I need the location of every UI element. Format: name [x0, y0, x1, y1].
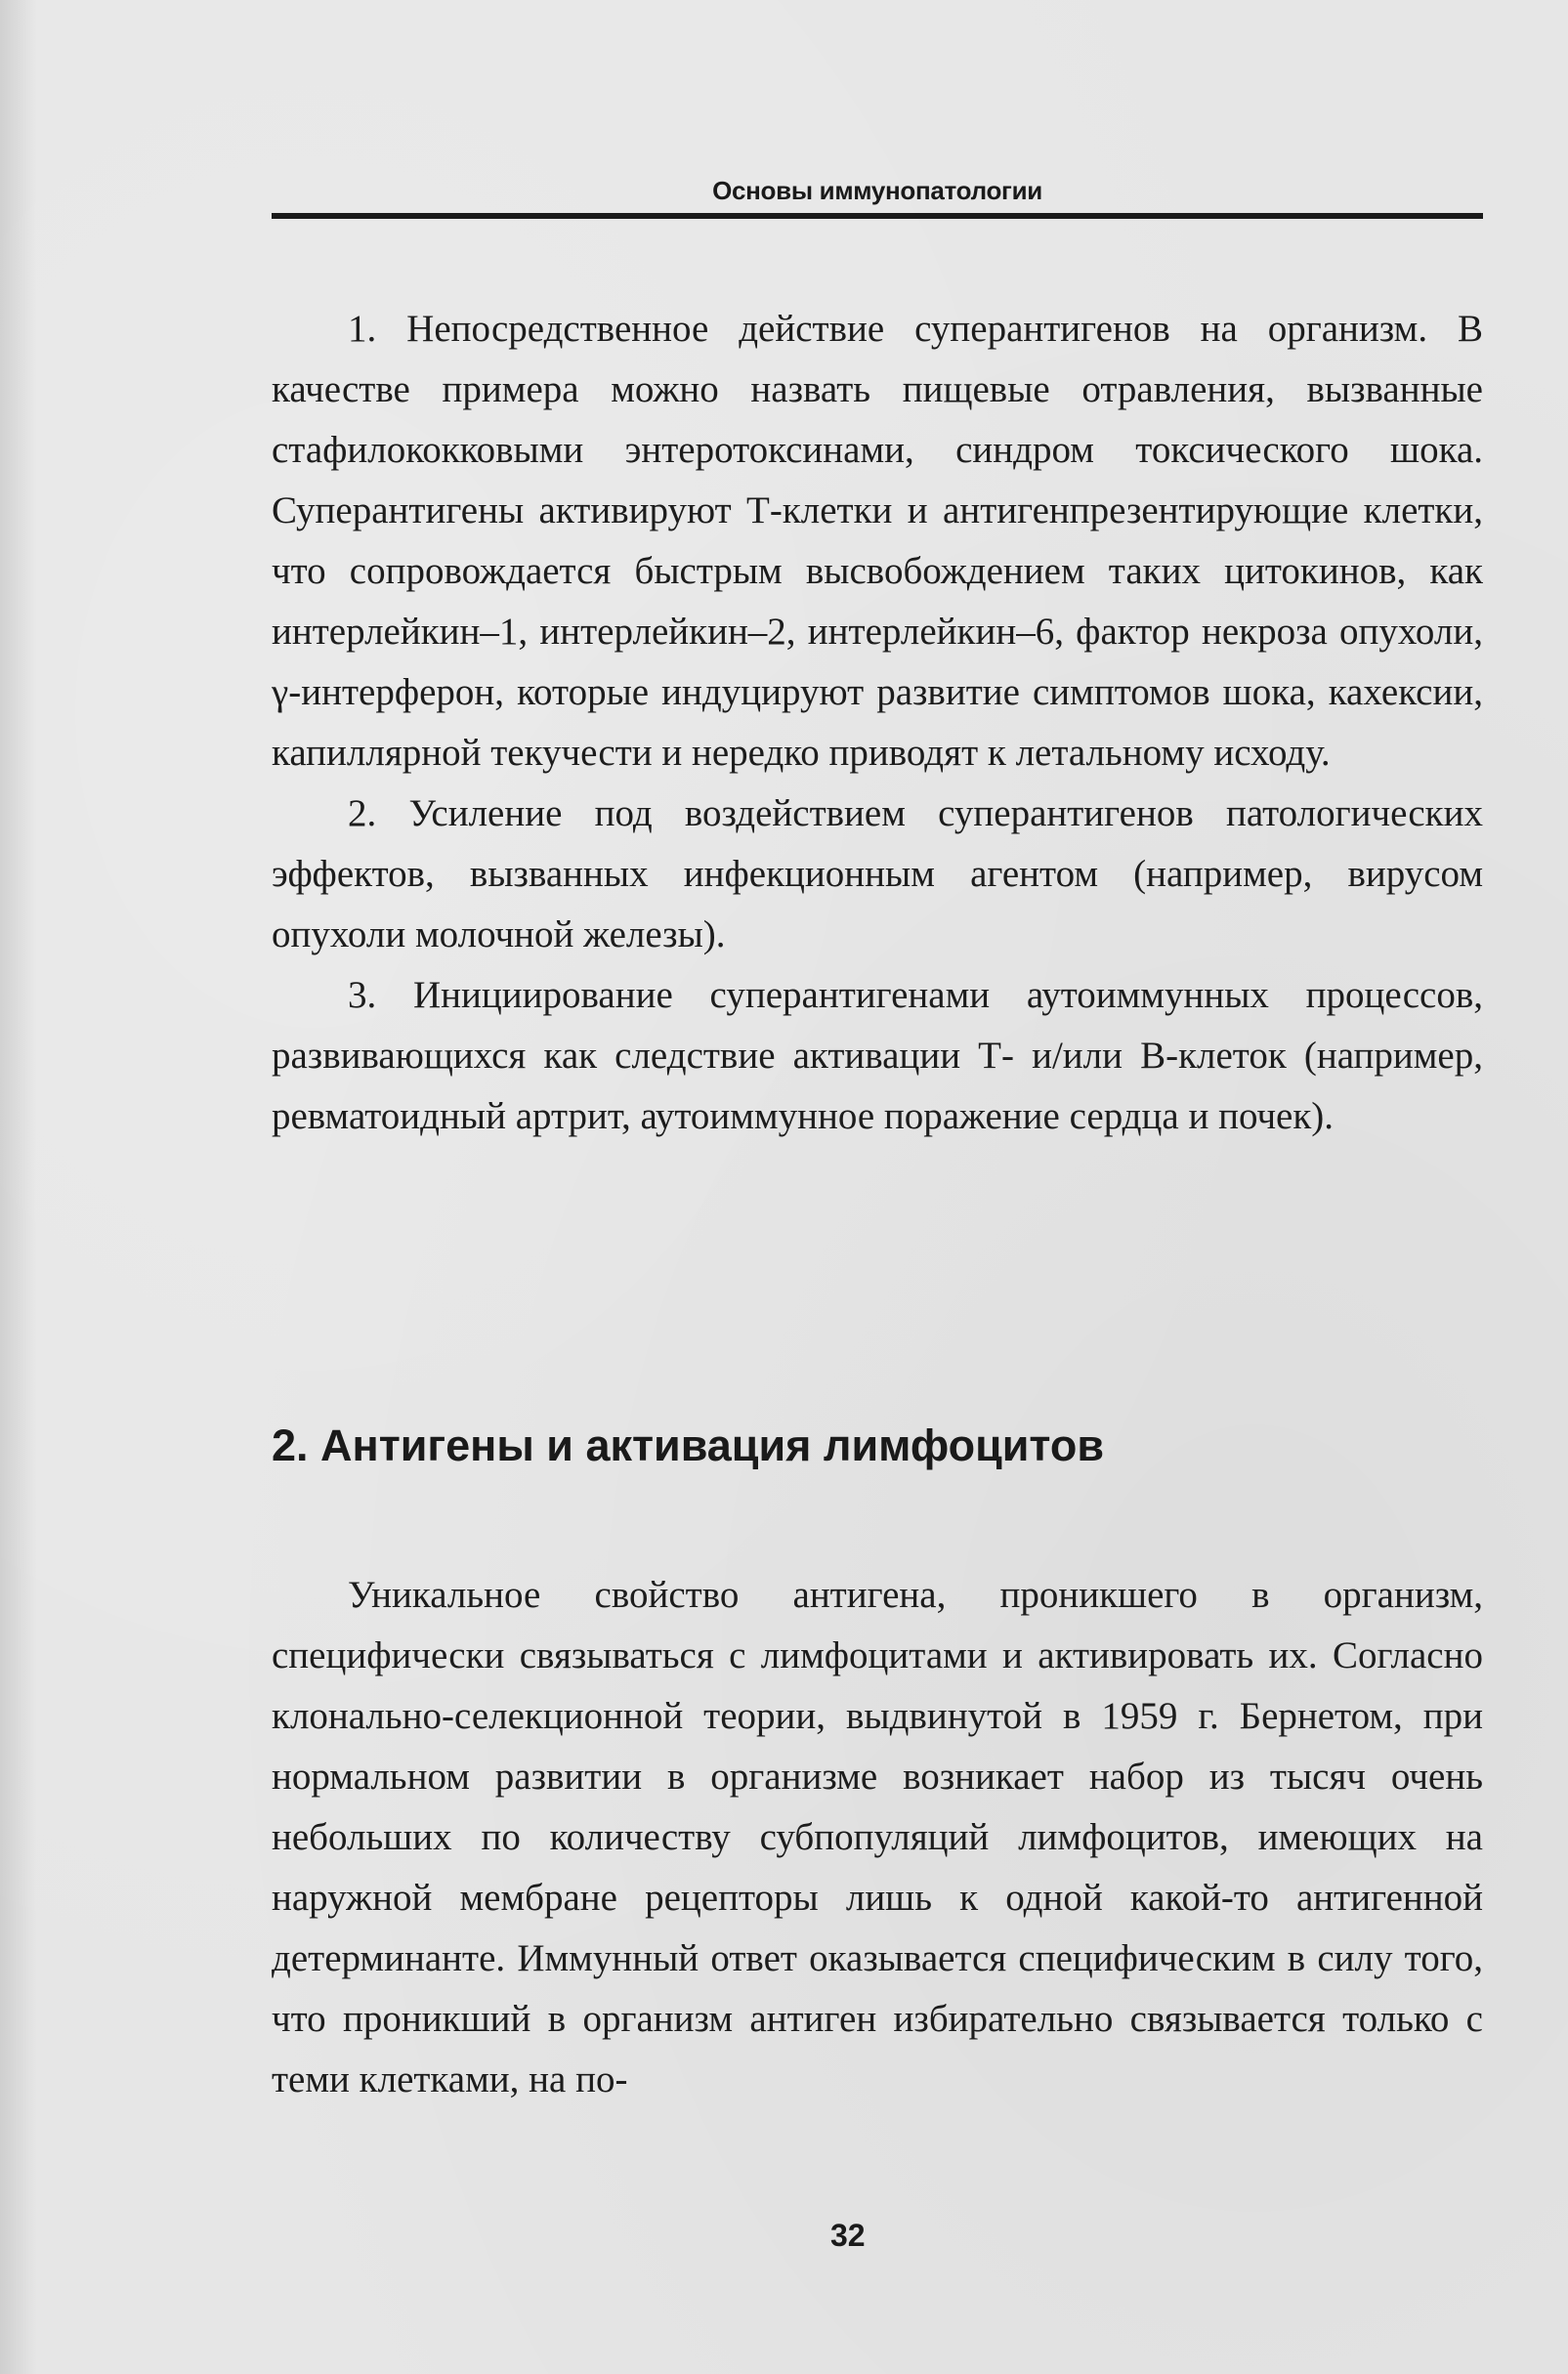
- section-heading: 2. Антигены и активация лимфоцитов: [272, 1420, 1105, 1470]
- paragraph: 1. Непосредственное действие суперантигенов на организм. В качестве примера можно назвать пищевые отравления, вызванные стафилококковыми энтеротоксинами, синдром токсического шока. Суперантигены активируют Т-клетки и антигенпрезентирующие клетки, что сопровождается быстрым высвобождением таких цитокинов, как интерлейкин–1, интерлейкин–2, интерлейкин–6, фактор некроза опухоли, γ-интерферон, которые индуцируют развитие симптомов шока, кахексии, капиллярной текучести и нередко приводят к летальному исходу.: [272, 308, 1483, 774]
- paragraph: Уникальное свойство антигена, проникшего в организм, специфически связываться с лимфоцитами и активировать их. Согласно клонально-селекционной теории, выдвинутой в 1959 г. Бернетом, при нормальном развитии в организме возникает набор из тысяч очень небольших по количеству субпопуляций лимфоцитов, имеющих на наружной мембране рецепторы лишь к одной какой-то антигенной детерминанте. Иммунный ответ оказывается специфическим в силу того, что проникший в организм антиген избирательно связывается только с теми клетками, на по-: [272, 1574, 1483, 2100]
- paragraph: 3. Инициирование суперантигенами аутоиммунных процессов, развивающихся как следствие активации Т- и/или В-клеток (например, ревматоидный артрит, аутоиммунное поражение сердца и почек).: [272, 974, 1483, 1137]
- body-text-top: [272, 299, 1483, 1147]
- paragraph: 2. Усиление под воздействием суперантигенов патологических эффектов, вызванных инфекционным агентом (например, вирусом опухоли молочной железы).: [272, 792, 1483, 955]
- header-rule: [272, 213, 1483, 219]
- binding-shadow: [0, 0, 37, 2374]
- running-header: Основы иммунопатологии: [712, 176, 1042, 205]
- page-number: 32: [830, 2218, 866, 2253]
- body-text-bottom: [272, 1565, 1483, 2110]
